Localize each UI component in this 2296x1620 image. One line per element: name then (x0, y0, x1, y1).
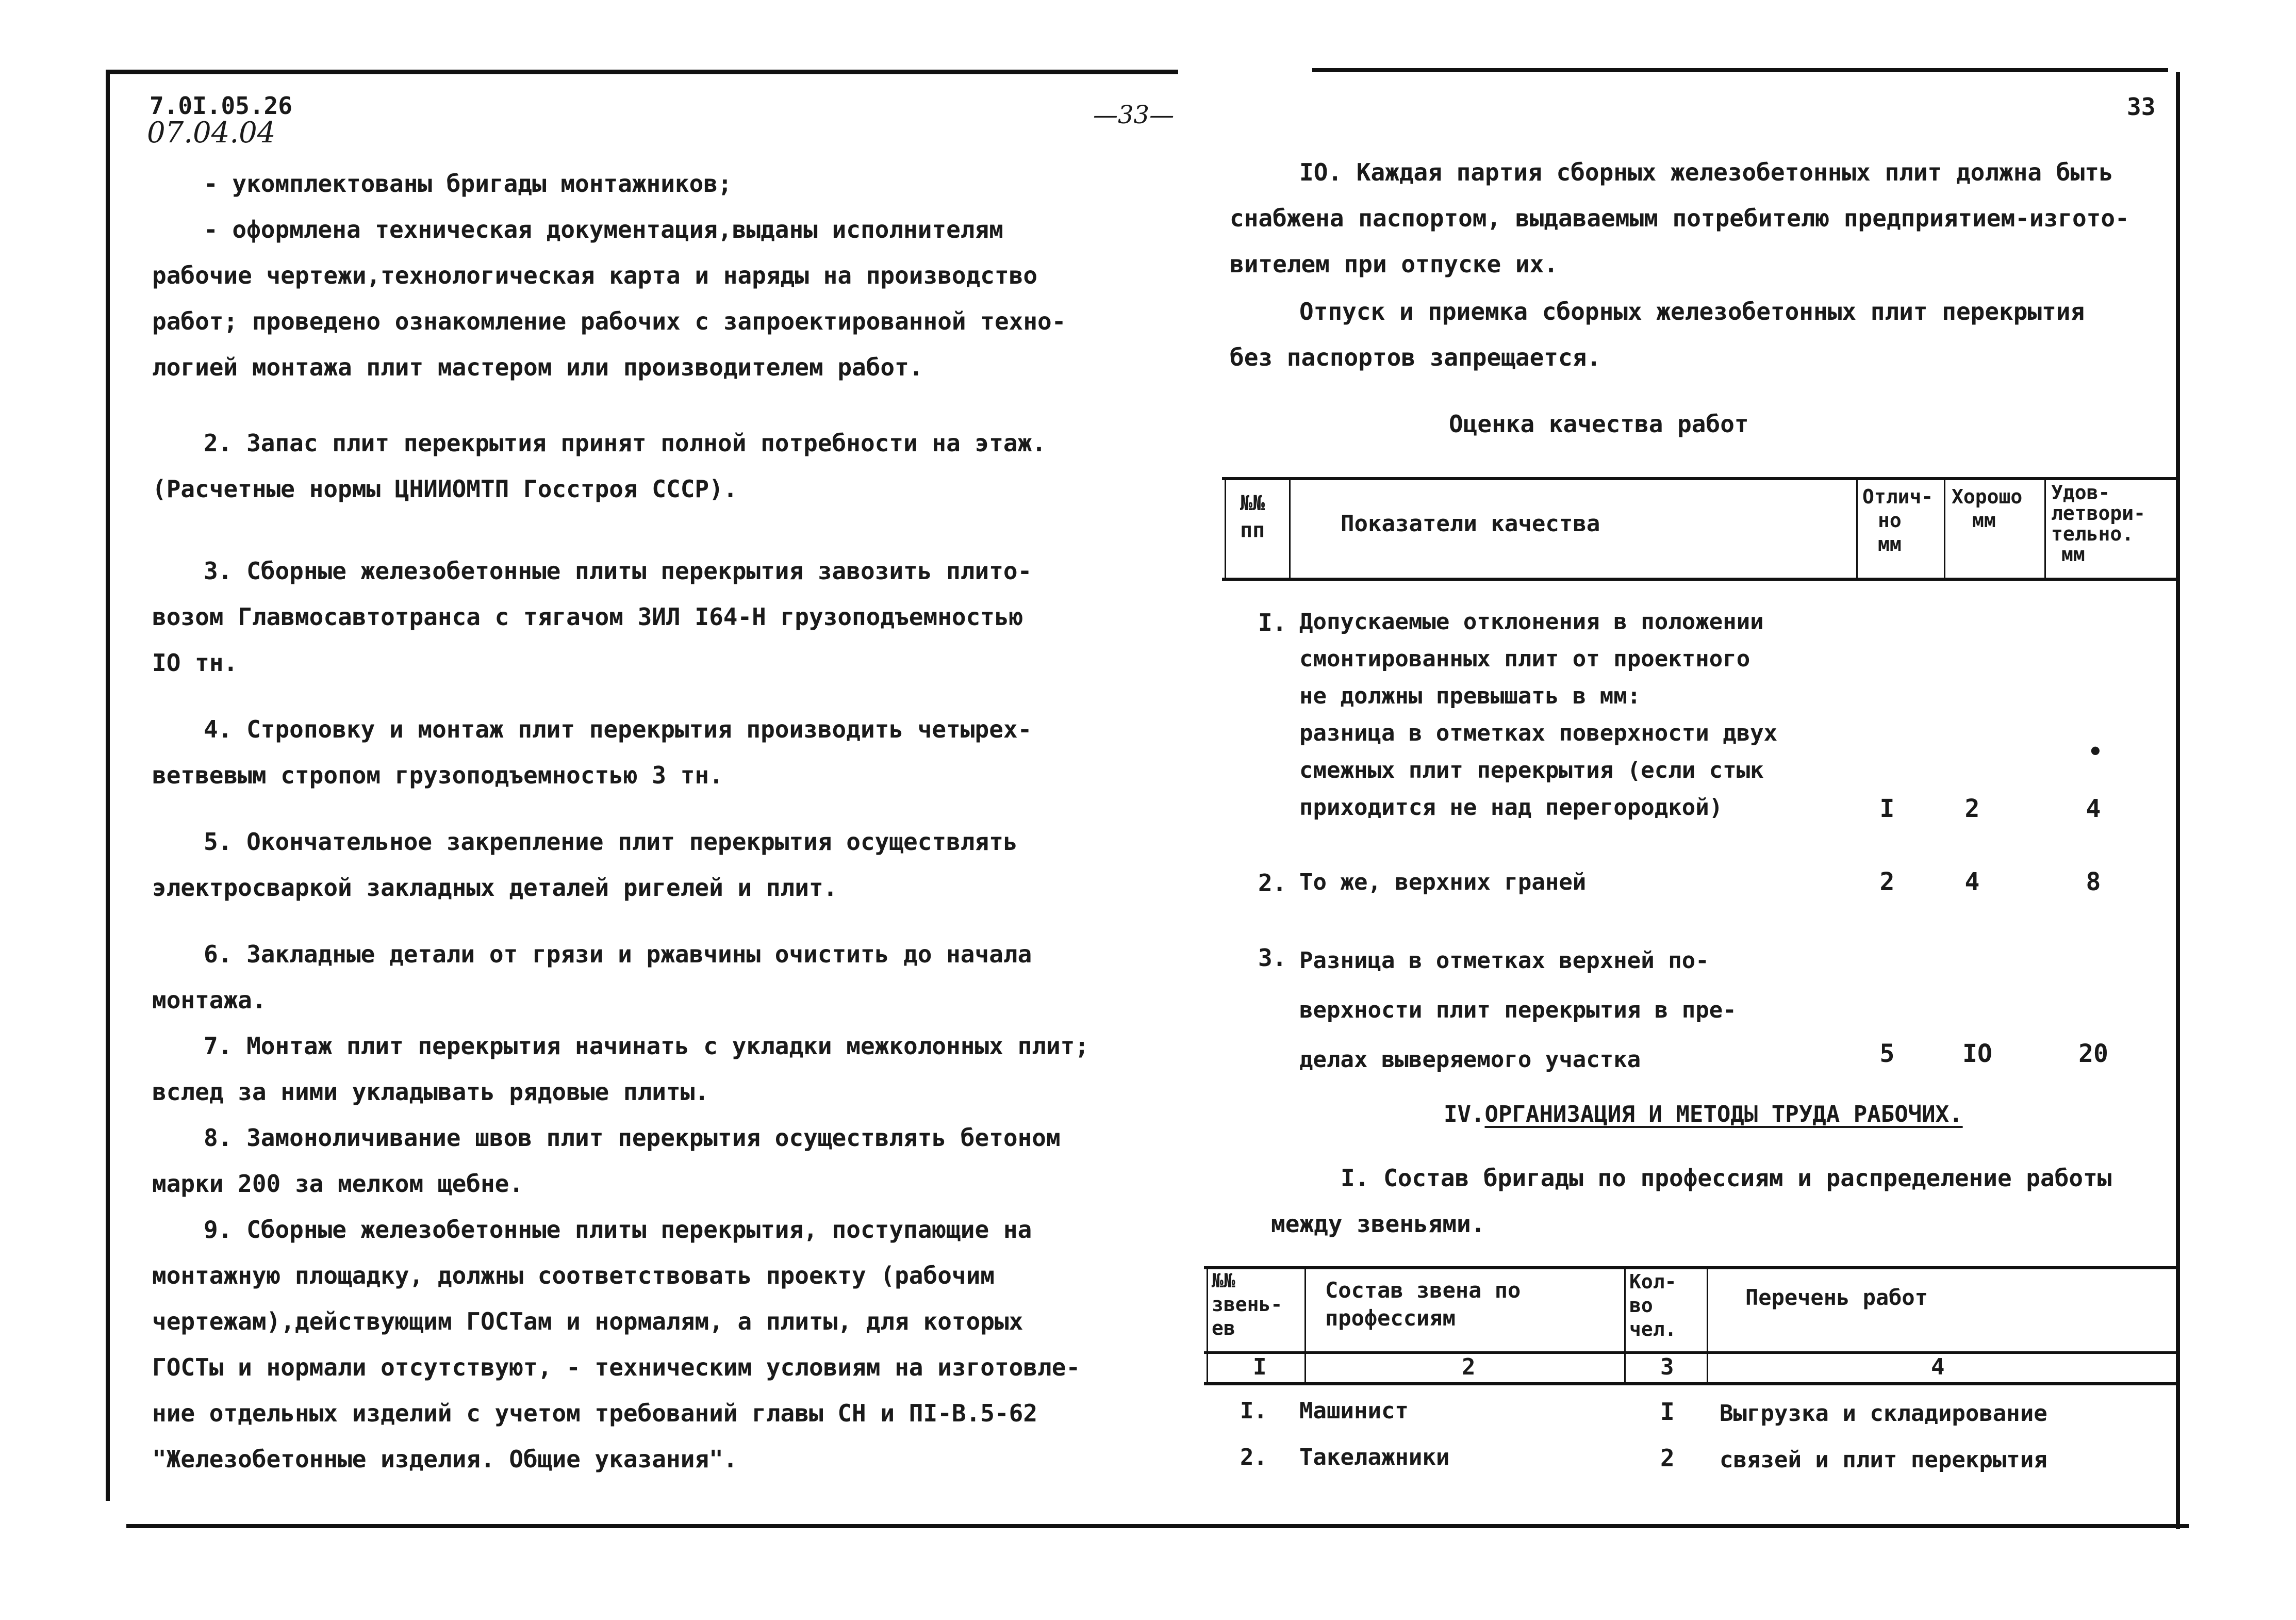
text-line: ветвевым стропом грузоподъемностью 3 тн. (152, 761, 723, 789)
crew-header-composition: Состав звена по профессиям (1325, 1278, 1521, 1331)
quality-table-divider (2044, 480, 2046, 578)
crew-row-1-count: I (1660, 1398, 1675, 1426)
text-line: IO. Каждая партия сборных железобетонных плит должна быть (1299, 158, 2113, 186)
header-no: №№ пп (1240, 492, 1265, 542)
quality-row-2-excellent: 2 (1879, 868, 1895, 896)
text-line: ние отдельных изделий с учетом требований главы СН и ПI-В.5-62 (152, 1399, 1038, 1427)
text-line: 3. Сборные железобетонные плиты перекрытия завозить плито- (204, 557, 1032, 585)
numbered-item (152, 1023, 1089, 1115)
page-number: 33 (2127, 93, 2156, 121)
text-line: 7. Монтаж плит перекрытия начинать с укладки межколонных плит; (204, 1032, 1089, 1060)
quality-row-3-good: IO (1962, 1039, 1992, 1068)
quality-row-1-text (1299, 603, 1777, 826)
text-line: 5. Окончательное закрепление плит перекрытия осуществлять (204, 828, 1018, 856)
numbered-item (152, 548, 1089, 686)
quality-row-2-no: 2. (1258, 869, 1287, 897)
numbered-item (152, 819, 1089, 911)
numbered-item (152, 1115, 1089, 1207)
text-line: I. Состав бригады по профессиям и распределение работы (1341, 1164, 2112, 1192)
numbered-item (152, 1207, 1089, 1482)
crew-table-top-line (1204, 1266, 2178, 1269)
item-10-continuation (1230, 289, 2085, 381)
text-line: марки 200 за мелком щебне. (152, 1170, 524, 1198)
crew-row-1-works: Выгрузка и складирование (1720, 1400, 2047, 1427)
text-line: ГОСТы и нормали отсутствуют, - техническим условиям на изготовле- (152, 1353, 1081, 1381)
crew-row-1-no: I. (1240, 1398, 1267, 1424)
crew-intro-text (1271, 1155, 2112, 1247)
crew-colnum-3: 3 (1660, 1354, 1674, 1380)
text-line: IO тн. (152, 649, 238, 677)
text-line: смонтированных плит от проектного (1299, 646, 1750, 672)
text-line: чертежам),действующим ГОСТам и нормалям, а плиты, для которых (152, 1307, 1023, 1335)
text-line: смежных плит перекрытия (если стык (1299, 757, 1764, 783)
numbered-item (152, 707, 1089, 798)
text-line: монтажа. (152, 986, 267, 1014)
header-satisfactory: Удов- летвори- тельно. мм (2051, 481, 2146, 566)
text-line: - оформлена техническая документация,выданы исполнителям (204, 216, 1003, 243)
text-line: 6. Закладные детали от грязи и ржавчины очистить до начала (204, 940, 1032, 968)
numbered-item (152, 931, 1089, 1023)
crew-colnum-4: 4 (1931, 1354, 1945, 1380)
quality-row-3-satisfactory: 20 (2078, 1039, 2108, 1068)
crew-header-works: Перечень работ (1745, 1285, 1928, 1310)
quality-table-divider (1856, 480, 1858, 578)
text-line: работ; проведено ознакомление рабочих с запроектированной техно- (152, 307, 1066, 335)
left-top-rule (106, 70, 1178, 74)
crew-table-header-line (1204, 1351, 2178, 1354)
bottom-rule (126, 1524, 2189, 1528)
text-line: "Железобетонные изделия. Общие указания". (152, 1445, 738, 1473)
text-line: Отпуск и приемка сборных железобетонных плит перекрытия (1299, 298, 2085, 325)
crew-table-divider (1707, 1269, 1708, 1382)
text-line: не должны превышать в мм: (1299, 683, 1641, 709)
quality-row-3-excellent: 5 (1879, 1039, 1895, 1068)
quality-row-3-text (1299, 936, 1737, 1085)
crew-colnum-1: I (1253, 1354, 1267, 1380)
crew-row-2-no: 2. (1240, 1444, 1267, 1470)
text-line: верхности плит перекрытия в пре- (1299, 997, 1737, 1023)
text-line: электросваркой закладных деталей ригелей и плит. (152, 874, 838, 902)
crew-header-count: Кол- во чел. (1629, 1270, 1677, 1340)
header-indicator: Показатели качества (1341, 511, 1600, 537)
left-frame-rule (106, 72, 110, 1501)
header-excellent: Отлич- но мм (1862, 485, 1934, 555)
quality-row-2-good: 4 (1964, 868, 1980, 896)
quality-row-2-satisfactory: 8 (2086, 868, 2101, 896)
quality-row-1-excellent: I (1879, 794, 1895, 823)
text-line: монтажную площадку, должны соответствовать проекту (рабочим (152, 1262, 995, 1289)
text-line: без паспортов запрещается. (1230, 343, 1601, 371)
left-continuation-text (152, 161, 1066, 390)
crew-table-divider (1304, 1269, 1306, 1382)
text-line: (Расчетные нормы ЦНИИОМТП Госстроя СССР). (152, 475, 738, 503)
quality-table-header-line (1222, 578, 2176, 581)
quality-row-1-mark: • (2088, 738, 2103, 765)
document-code: 7.0I.05.26 (150, 92, 292, 120)
text-line: логией монтажа плит мастером или производителем работ. (152, 353, 923, 381)
quality-row-1-satisfactory: 4 (2086, 794, 2101, 823)
text-line: вслед за ними укладывать рядовые плиты. (152, 1078, 709, 1106)
numbered-item (152, 420, 1089, 512)
right-frame-rule (2176, 72, 2180, 1529)
page-marker: —33— (1093, 101, 1175, 129)
quality-table-divider (1289, 480, 1291, 578)
right-top-rule (1312, 68, 2168, 72)
quality-table-divider (1944, 480, 1945, 578)
text-line: Разница в отметках верхней по- (1299, 947, 1709, 974)
text-line: - укомплектованы бригады монтажников; (204, 170, 732, 198)
text-line: рабочие чертежи,технологическая карта и наряды на производство (152, 261, 1038, 289)
quality-row-1-good: 2 (1964, 794, 1980, 823)
text-line: между звеньями. (1271, 1210, 1485, 1238)
text-line: Допускаемые отклонения в положении (1299, 609, 1764, 635)
left-items-text (152, 420, 1089, 1482)
text-line: возом Главмосавтотранса с тягачом ЗИЛ I64-Н грузоподъемностью (152, 603, 1023, 631)
quality-table-top-line (1222, 477, 2176, 480)
text-line: разница в отметках поверхности двух (1299, 720, 1778, 746)
crew-row-2-works: связей и плит перекрытия (1720, 1447, 2047, 1473)
crew-header-no: №№ звень- ев (1212, 1269, 1283, 1339)
crew-row-1-profession: Машинист (1299, 1398, 1409, 1424)
section-roman: IV. (1444, 1101, 1485, 1127)
crew-colnum-2: 2 (1462, 1354, 1476, 1380)
text-line: 8. Замоноличивание швов плит перекрытия осуществлять бетоном (204, 1124, 1061, 1152)
quality-title: Оценка качества работ (1449, 410, 1749, 438)
quality-row-3-no: 3. (1258, 944, 1287, 972)
text-line: 9. Сборные железобетонные плиты перекрытия, поступающие на (204, 1216, 1032, 1243)
item-10-text (1230, 150, 2129, 287)
quality-row-2-text: То же, верхних граней (1299, 869, 1587, 895)
text-line: приходится не над перегородкой) (1299, 794, 1723, 821)
quality-row-1-no: I. (1258, 609, 1287, 636)
header-good: Хорошо мм (1952, 485, 2023, 532)
handwritten-code: 07.04.04 (147, 116, 276, 150)
crew-row-2-profession: Такелажники (1299, 1444, 1450, 1470)
crew-table-divider (1207, 1269, 1208, 1382)
crew-row-2-count: 2 (1660, 1444, 1675, 1472)
text-line: 2. Запас плит перекрытия принят полной потребности на этаж. (204, 429, 1046, 457)
text-line: снабжена паспортом, выдаваемым потребителю предприятием-изгото- (1230, 204, 2129, 232)
text-line: делах выверяемого участка (1299, 1046, 1641, 1073)
text-line: 4. Строповку и монтаж плит перекрытия производить четырех- (204, 715, 1032, 743)
section-title: ОРГАНИЗАЦИЯ И МЕТОДЫ ТРУДА РАБОЧИХ. (1484, 1101, 1963, 1127)
crew-table-divider (1624, 1269, 1626, 1382)
text-line: вителем при отпуске их. (1230, 250, 1558, 278)
crew-table-number-line (1204, 1382, 2178, 1385)
section-heading (1444, 1101, 1963, 1127)
quality-table-divider (1225, 480, 1226, 578)
